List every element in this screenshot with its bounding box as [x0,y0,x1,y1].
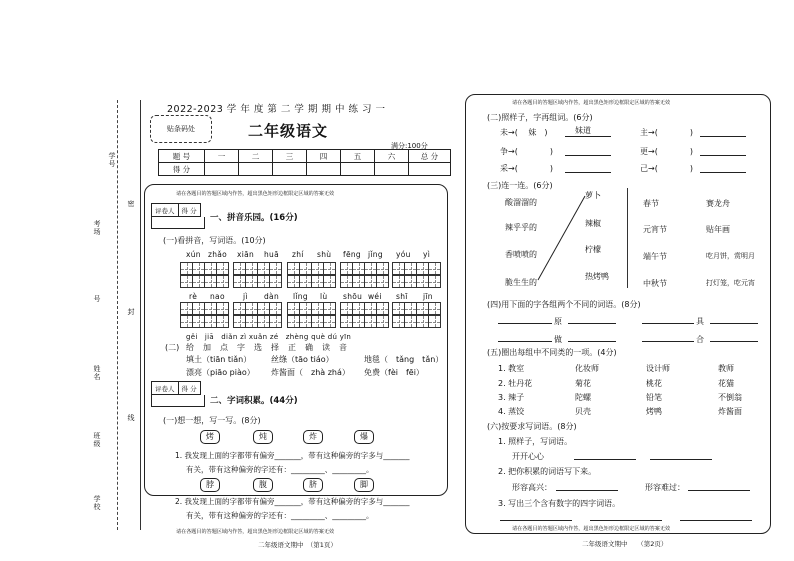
pinyin: jì [243,292,248,301]
binding-label-xuehao: 学号 [108,152,116,168]
q1-title: (一)看拼音，写词语。(10分) [163,236,266,245]
full-score: 满分:100分 [391,142,428,150]
odd-cell[interactable]: 铅笔 [646,393,662,402]
pinyin: shī [396,292,408,301]
write-1-prompt: 1. 照样子，写词语。 [498,437,573,446]
link-left-item[interactable]: 辣乎乎的 [505,223,537,232]
answer-line[interactable] [568,323,616,324]
odd-cell[interactable]: 4. 蒸饺 [498,407,525,416]
page1-notice-bottom: 请在各题目的答题区域内作答，超出黑色矩形边框限定区域的答案无效 [176,528,335,535]
writing-grid-row2-a-2[interactable] [180,315,228,328]
link-mid-item[interactable]: 萝卜 [585,191,601,200]
answer-line[interactable] [680,520,752,521]
page1-footer: 二年级语文期中 （第1页） [258,541,337,549]
page2-notice-bottom: 请在各题目的答题区域内作答，超出黑色矩形边框限定区域的答案无效 [512,525,671,532]
pinyin: xún [186,250,201,259]
link-divider [627,188,628,288]
term-title: 2022-2023 学 年 度 第 二 学 期 期 中 练 习 一 [167,104,386,115]
pinyin: wéi [368,292,382,301]
binding-mark-xian: 线 [127,414,135,422]
section1-title: 一、拼音乐园。(16分) [210,213,298,223]
pinyin: lǐng [293,292,308,301]
writing-grid-row1-d-2[interactable] [340,275,388,288]
answer-line[interactable] [642,323,694,324]
copy-item-left[interactable]: 采→( ) [500,164,553,173]
pinyin: shù [317,250,332,259]
score-header-cell: 四 [307,150,341,163]
page2-footer: 二年级语文期中 （第2页） [582,540,668,548]
write-3-prompt: 3. 写出三个含有数字的四字词语。 [498,499,621,508]
link-custom-item[interactable]: 吃月饼，赏明月 [706,252,755,260]
binding-label-banji: 班级 [93,432,101,448]
score-cell[interactable] [375,163,409,176]
writing-grid-row1-e[interactable] [392,262,440,275]
answer-line[interactable] [700,136,746,137]
score-header-cell: 三 [273,150,307,163]
answer-line[interactable] [556,490,618,491]
odd-cell[interactable]: 教师 [718,364,734,373]
link-custom-item[interactable]: 贴年画 [706,225,730,234]
score-cell[interactable] [239,163,273,176]
q2-title: 给 加 点 字 选 择 正 确 读 音 [186,343,348,352]
grader-box-2 [151,381,201,395]
binding-mark-feng: 封 [127,308,135,316]
writing-grid-row1-d[interactable] [340,262,388,275]
word-char: 原 [554,317,562,326]
grader-score-label: 得 分 [181,207,197,215]
section2-title: 二、字词积累。(44分) [210,396,298,406]
answer-line[interactable] [568,341,616,342]
writing-grid-row2-e-2[interactable] [392,315,440,328]
copy-item-right[interactable]: 主→( ) [640,128,693,137]
score-row-label: 得 分 [159,163,205,176]
writing-grid-row2-d-2[interactable] [340,315,388,328]
q-write-title: (六)按要求写词语。(8分) [487,422,577,431]
link-left-item[interactable]: 酸溜溜的 [505,198,537,207]
q-copy-title: (二)照样子，字再组词。(6分) [487,113,593,122]
grader-box-1-blank[interactable] [151,217,205,229]
sentence-2b[interactable]: 有关，带有这种偏旁的字还有：_________、_________。 [186,511,374,520]
write-2a-label: 形容高兴： [512,483,552,492]
writing-grid-row2-c[interactable] [287,302,335,315]
pinyin: yóu [396,250,411,259]
link-fest-item[interactable]: 元宵节 [643,225,667,234]
writing-grid-row1-c[interactable] [287,262,335,275]
writing-grid-row1-b[interactable] [233,262,281,275]
binding-label-xingming: 姓名 [93,365,101,381]
odd-cell[interactable]: 不倒翁 [718,393,742,402]
pinyin: jīn [423,292,433,301]
odd-cell[interactable]: 烤鸭 [646,407,662,416]
odd-cell[interactable]: 炸酱面 [718,407,742,416]
copy-example: 妹道 [575,126,591,135]
score-cell[interactable] [409,163,451,176]
pinyin: yì [423,250,431,259]
answer-line[interactable] [642,341,694,342]
odd-cell[interactable]: 陀螺 [575,393,591,402]
link-left-item[interactable]: 香喷喷的 [505,250,537,259]
pinyin: rè [189,292,198,301]
score-cell[interactable] [341,163,375,176]
answer-line[interactable] [498,323,552,324]
char-box: 爆 [354,430,374,444]
grader-score-label: 得 分 [181,385,197,393]
q2-item[interactable]: 地毯（ tǎng tǎn） [364,355,444,364]
score-header-cell: 二 [239,150,273,163]
odd-cell[interactable]: 2. 牡丹花 [498,379,533,388]
answer-line[interactable] [500,520,572,521]
pinyin: fēng [343,250,361,259]
answer-line[interactable] [650,459,712,460]
score-cell[interactable] [273,163,307,176]
writing-grid-row2-b-2[interactable] [233,315,281,328]
q2-pinyin: gěi jiā diǎn zì xuǎn zé zhèng què dú yīn [186,333,352,341]
pinyin: huā [264,250,280,259]
link-drawn-line [530,190,590,285]
answer-line[interactable] [710,323,758,324]
write-2-prompt: 2. 把你积累的词语写下来。 [498,467,597,476]
write-1-example: 开开心心 [512,452,544,461]
sentence-1b[interactable]: 有关，带有这种偏旁的字还有：_________、_________。 [186,465,374,474]
copy-item-left[interactable]: 未→( 妹 ) [500,128,548,137]
q-odd-title: (五)圈出每组中不同类的一项。(4分) [487,348,617,357]
grader-box-1 [151,203,201,217]
q2-item[interactable]: 丝绦（tāo tiáo） [271,355,334,364]
char-box: 烤 [200,430,220,444]
link-mid-item[interactable]: 热烤鸭 [585,272,609,281]
score-cell[interactable] [307,163,341,176]
answer-line[interactable] [565,172,611,173]
q2-item[interactable]: 漂亮（piāo piào） [186,368,255,377]
answer-line[interactable] [700,172,746,173]
q3-title: (一)想一想，写一写。(8分) [163,416,261,425]
odd-cell[interactable]: 菊花 [575,379,591,388]
binding-label-xuexiao: 学校 [93,495,101,511]
answer-line[interactable] [688,490,750,491]
q-link-title: (三)连一连。(6分) [487,181,553,190]
link-fest-item[interactable]: 端午节 [643,252,667,261]
writing-grid-row2-a[interactable] [180,302,228,315]
q2-prefix: (二) [165,343,180,352]
sentence-2a[interactable]: 2. 我发现上面的字都带有偏旁_______，带有这种偏旁的字多与_______ [175,497,410,506]
char-box: 脚 [354,478,374,492]
word-char: 合 [696,335,704,344]
binding-label-hao: 号 [93,295,101,303]
link-fest-item[interactable]: 中秋节 [643,279,667,288]
odd-cell[interactable]: 设计师 [646,364,670,373]
subject-title: 二年级语文 [248,122,329,140]
link-custom-item[interactable]: 赛龙舟 [706,199,730,208]
odd-cell[interactable]: 花猫 [718,379,734,388]
writing-grid-row1-e-2[interactable] [392,275,440,288]
grader-box-2-blank[interactable] [151,395,205,407]
word-char: 具 [696,317,704,326]
score-header-cell: 五 [341,150,375,163]
q2-item[interactable]: 填土（tiān tiǎn） [186,355,252,364]
writing-grid-row2-e[interactable] [392,302,440,315]
copy-example-line [565,136,611,137]
word-char: 做 [554,335,562,344]
answer-line[interactable] [710,341,758,342]
pinyin: dàn [264,292,280,301]
page2-notice-top: 请在各题目的答题区域内作答，超出黑色矩形边框限定区域的答案无效 [512,99,671,106]
writing-grid-row1-left-2[interactable] [180,275,228,288]
char-box: 脐 [303,478,323,492]
writing-grid-row2-d[interactable] [340,302,388,315]
pinyin: nao [210,292,225,301]
odd-cell[interactable]: 贝壳 [575,407,591,416]
char-box: 炸 [303,430,323,444]
copy-item-left[interactable]: 争→( ) [500,147,553,156]
answer-line[interactable] [700,155,746,156]
link-mid-item[interactable]: 辣椒 [585,219,601,228]
answer-line[interactable] [498,341,552,342]
answer-line[interactable] [590,520,662,521]
score-header-cell: 题 号 [159,150,205,163]
score-header-cell: 六 [375,150,409,163]
pinyin: jǐng [368,250,383,259]
binding-mark-mi: 密 [127,200,135,208]
writing-grid-row1-c-2[interactable] [287,275,335,288]
writing-grid-row2-c-2[interactable] [287,315,335,328]
char-box: 脖 [200,478,220,492]
copy-item-right[interactable]: 己→( ) [640,164,693,173]
page1-notice-top: 请在各题目的答题区域内作答，超出黑色矩形边框限定区域的答案无效 [176,190,335,197]
score-header-cell: 总 分 [409,150,451,163]
grader-label: 评卷人 [152,382,179,394]
pinyin: zhí [292,250,304,259]
link-mid-item[interactable]: 柠檬 [585,245,601,254]
binding-dashed-line [117,100,118,530]
binding-solid-line [140,100,141,530]
char-box: 炖 [253,430,273,444]
odd-cell[interactable]: 桃花 [646,379,662,388]
grader-label: 评卷人 [152,204,179,216]
sentence-1a[interactable]: 1. 我发现上面的字都带有偏旁_______，带有这种偏旁的字多与_______ [175,451,410,460]
q2-item[interactable]: 免费（fèi fēi） [364,368,424,377]
writing-grid-row2-b[interactable] [233,302,281,315]
write-2b-label: 形容难过： [645,483,685,492]
answer-line[interactable] [565,155,611,156]
char-box: 腹 [253,478,273,492]
binding-label-kaochang: 考场 [93,220,101,236]
answer-line[interactable] [574,459,636,460]
score-cell[interactable] [205,163,239,176]
odd-cell[interactable]: 1. 教室 [498,364,525,373]
barcode-area: 贴条码处 [150,115,212,143]
link-fest-item[interactable]: 春节 [643,199,659,208]
pinyin: zhǎo [208,250,228,259]
odd-cell[interactable]: 化妆师 [575,364,599,373]
score-header-cell: 一 [205,150,239,163]
score-table [158,149,451,176]
pinyin: lù [320,292,328,301]
q2-item[interactable]: 炸酱面（ zhà zhá） [271,368,350,377]
odd-cell[interactable]: 3. 辣子 [498,393,525,402]
copy-item-right[interactable]: 更→( ) [640,147,693,156]
link-custom-item[interactable]: 打灯笼，吃元宵 [706,279,755,287]
pinyin: shōu [343,292,363,301]
q-words-title: (四)用下面的字各组两个不同的词语。(8分) [487,300,641,309]
writing-grid-row1-left[interactable] [180,262,228,275]
writing-grid-row1-b-2[interactable] [233,275,281,288]
link-left-item[interactable]: 脆生生的 [505,278,537,287]
pinyin: xiān [237,250,255,259]
